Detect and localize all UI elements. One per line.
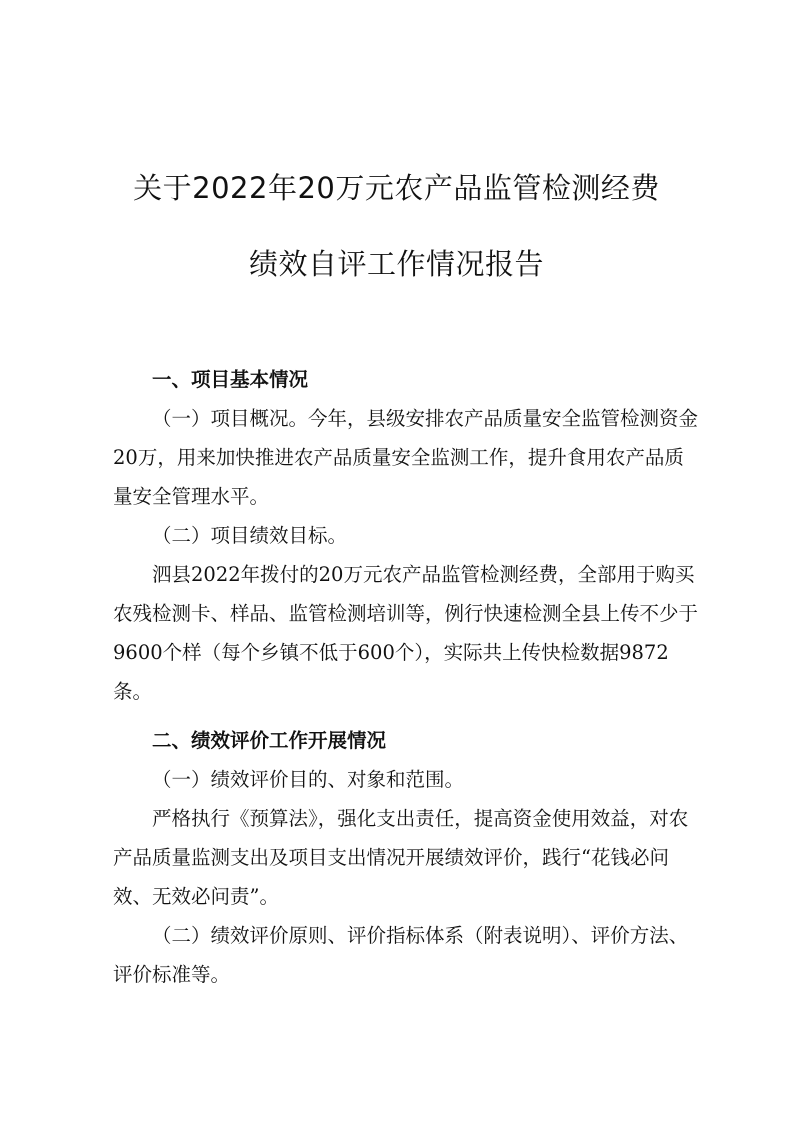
document-body: [113, 360, 698, 994]
paragraph: （一）绩效评价目的、对象和范围。: [152, 768, 465, 791]
paragraph: 严格执行《预算法》，强化支出责任，提高资金使用效益，对农产品质量监测支出及项目支出情况开展绩效评价，践行“花钱必问效、无效必问责”。: [113, 807, 689, 908]
document-title-line-1: 关于2022年20万元农产品监管检测经费: [133, 171, 660, 205]
document-title-line-2: 绩效自评工作情况报告: [248, 247, 544, 281]
paragraph: （二）项目绩效目标。: [152, 524, 348, 547]
paragraph: 泗县2022年拨付的20万元农产品监管检测经费，全部用于购买农残检测卡、样品、监管检测培训等，例行快速检测全县上传不少于9600个样（每个乡镇不低于600个），实际共上传快检数据9872条。: [113, 563, 699, 703]
section-heading: 二、绩效评价工作开展情况: [152, 729, 387, 752]
section-heading: 一、项目基本情况: [152, 368, 309, 391]
paragraph: （一）项目概况。今年，县级安排农产品质量安全监管检测资金20万，用来加快推进农产品质量安全监测工作，提升食用农产品质量安全管理水平。: [113, 407, 699, 508]
paragraph: （二）绩效评价原则、评价指标体系（附表说明）、评价方法、评价标准等。: [113, 924, 689, 986]
